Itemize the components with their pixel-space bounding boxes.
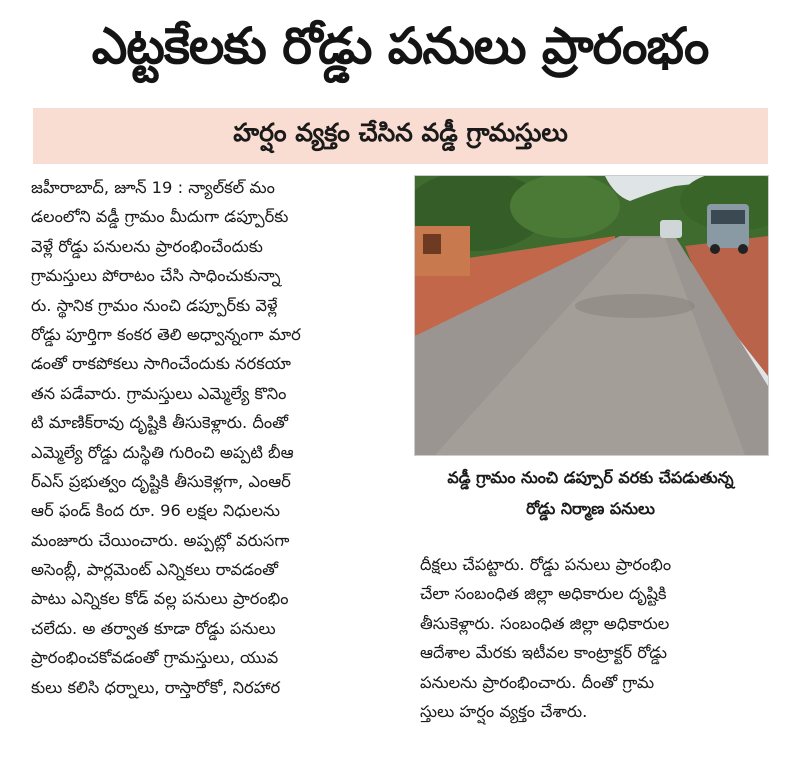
photo-caption bbox=[414, 462, 767, 532]
body-line: ప్రారంభించకోవడంతో గ్రామస్తులు, యువ bbox=[31, 648, 279, 668]
photo-van-window bbox=[711, 210, 745, 224]
photo-van-wheel bbox=[738, 244, 748, 254]
body-line: చలేదు. అ తర్వాత కూడా రోడ్డు పనులు bbox=[31, 618, 276, 638]
body-line: తీసుకెళ్లారు. సంబంధిత జిల్లా అధికారుల bbox=[420, 613, 670, 633]
body-line: పనులను ప్రారంభించారు. దీంతో గ్రామ bbox=[420, 672, 655, 692]
body-line: మంజూరు చేయించారు. అప్పట్లో వరుసగా bbox=[31, 530, 290, 550]
article-body-left-column bbox=[31, 173, 401, 702]
article-headline: ఎట్టకేలకు రోడ్డు పనులు ప్రారంభం bbox=[91, 16, 709, 75]
body-line: పాటు ఎన్నికల కోడ్‌ వల్ల పనులు ప్రారంభిం bbox=[31, 589, 289, 609]
body-line: ఆర్‌ ఫండ్‌ కింద రూ. 96 లక్షల నిధులను bbox=[31, 501, 280, 521]
body-line: ఎమ్మెల్యే రోడ్డు దుస్థితి గురించి అప్పటి బీఆ bbox=[31, 442, 294, 462]
body-line: రు. స్థానిక గ్రామం నుంచి డప్పూర్‌కు వెళ్లే bbox=[31, 295, 278, 315]
road-construction-photo bbox=[414, 175, 769, 456]
body-line: ర్‌ఎస్‌ ప్రభుత్వం దృష్టికి తీసుకెళ్లగా, ఎంఆర్‌ bbox=[31, 471, 291, 491]
body-line: డలంలోని వడ్డీ గ్రామం మీదుగా డప్పూర్‌కు bbox=[31, 207, 289, 227]
body-line: తన పడేవారు. గ్రామస్తులు ఎమ్మెల్యే కొనిం bbox=[31, 383, 287, 403]
caption-line: రోడ్డు నిర్మాణ పనులు bbox=[526, 499, 655, 518]
body-line: కులు కలిసి ధర్నాలు, రాస్తారోకో, నిరహార bbox=[31, 677, 281, 697]
photo-car bbox=[660, 220, 682, 238]
photo-tree-canopy bbox=[510, 176, 620, 238]
photo-van-wheel bbox=[710, 244, 720, 254]
body-line: టి మాణిక్‌రావు దృష్టికి తీసుకెళ్లారు. దీంతో bbox=[31, 413, 288, 433]
body-line: వెళ్లే రోడ్డు పనులను ప్రారంభించేందుకు bbox=[31, 236, 263, 256]
photo-road-shadow bbox=[575, 294, 695, 318]
body-line: ఆదేశాల మేరకు ఇటీవల కాంట్రాక్టర్‌ రోడ్డు bbox=[420, 643, 667, 663]
body-line: డంతో రాకపోకలు సాగించేందుకు నరకయా bbox=[31, 354, 291, 374]
body-line: స్తులు హర్షం వ్యక్తం చేశారు. bbox=[420, 701, 588, 721]
body-line: గ్రామస్తులు పోరాటం చేసి సాధించుకున్నా bbox=[31, 266, 281, 286]
article-body-right-column bbox=[420, 550, 780, 726]
body-line: అసెంబ్లీ, పార్లమెంట్‌ ఎన్నికలు రావడంతో bbox=[31, 560, 278, 580]
road-photo-illustration bbox=[415, 176, 768, 455]
body-line: చేలా సంబంధిత జిల్లా అధికారుల దృష్టికి bbox=[420, 584, 667, 604]
body-line: దీక్షలు చేపట్టారు. రోడ్డు పనులు ప్రారంభిం bbox=[420, 555, 672, 574]
body-line: రోడ్డు పూర్తిగా కంకర తెలి అధ్వాన్నంగా మార bbox=[31, 324, 301, 344]
photo-building-window bbox=[423, 234, 441, 254]
caption-line: వడ్డీ గ్రామం నుంచి డప్పూర్‌ వరకు చేపడుతున్న bbox=[447, 468, 734, 487]
article-subheadline: హర్షం వ్యక్తం చేసిన వడ్డీ గ్రామస్తులు bbox=[33, 108, 768, 164]
body-line: జహీరాబాద్‌, జూన్‌ 19 : న్యాల్‌కల్‌ మం bbox=[31, 178, 275, 197]
